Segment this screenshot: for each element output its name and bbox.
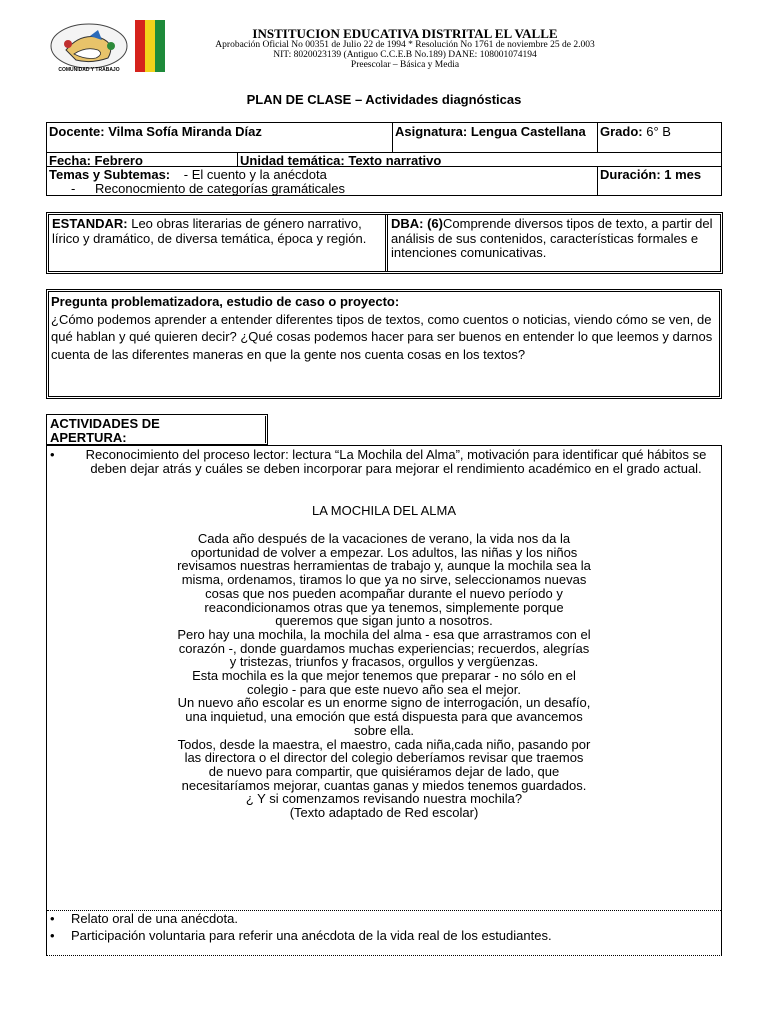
story-line: misma, ordenamos, tiramos lo que ya no sirve, seleccionamos nuevas <box>181 572 587 588</box>
dba-text: Comprende diversos tipos de texto, a partir del análisis de sus contenidos, características formales e intenciones comunicativas. <box>391 216 713 260</box>
story-title: LA MOCHILA DEL ALMA <box>311 503 457 518</box>
levels-line: Preescolar – Básica y Media <box>350 60 460 70</box>
activities-box <box>46 445 722 956</box>
question-content <box>49 292 719 364</box>
activity-bullet-2 <box>47 912 721 926</box>
approval-line: Aprobación Oficial No 00351 de Julio 22 de 1994 * Resolución No 1761 de noviembre 25 de 2.003 <box>215 40 595 50</box>
estandar-cell <box>50 216 384 247</box>
question-text: ¿Cómo podemos aprender a entender diferentes tipos de textos, como cuentos o noticias, viendo cómo se ven, de qué hablan y qué quieren decir? ¿Qué cosas podemos hacer para ser buenos en entender lo que leemos y darnos cuenta de las diferentes maneras en que la gente nos cuenta cosas en los textos? <box>51 311 713 362</box>
grado-label: Grado: <box>600 124 643 139</box>
story-line: Cada año después de la vacaciones de verano, la vida nos da la <box>197 531 571 546</box>
bullet-dot: • <box>50 911 55 926</box>
story-body <box>47 532 721 820</box>
flag-stripe-green <box>155 20 165 72</box>
temas-cell <box>47 167 597 197</box>
flag-stripe-yellow <box>145 20 155 72</box>
estandar-label: ESTANDAR: <box>52 216 128 231</box>
logo-motto: COMUNIDAD Y TRABAJO <box>58 67 120 73</box>
tema-item-2: - Reconocmiento de categorías gramáticales <box>71 181 346 196</box>
activity-bullet-1-text: Reconocimiento del proceso lector: lectura “La Mochila del Alma”, motivación para identificar qué hábitos se deben dejar atrás y cuáles se deben incorporar para mejorar el rendimiento académico en el grado actual. <box>85 447 707 476</box>
asignatura-label: Asignatura: <box>395 124 468 139</box>
docente-value: Vilma Sofía Miranda Díaz <box>108 124 262 139</box>
temas-label: Temas y Subtemas: <box>49 167 171 182</box>
story-line: oportunidad de volver a empezar. Los adultos, las niñas y los niños <box>190 544 578 560</box>
story-line: sobre ella. <box>354 722 414 738</box>
story-line: una inquietud, una emoción que está dispuesta para que avancemos <box>185 709 583 725</box>
colombia-flag <box>135 20 165 72</box>
story-line: reacondicionamos otras que ya tenemos, simplemente porque <box>204 599 564 615</box>
grado-cell <box>598 124 721 140</box>
bullet-dot: • <box>50 447 55 462</box>
plan-title: PLAN DE CLASE – Actividades diagnósticas <box>246 92 522 107</box>
estandar-text: Leo obras literarias de género narrativo, lírico y dramático, de diversa temática, época y región. <box>52 216 367 246</box>
nit-line: NIT: 8020023139 (Antiguo C.C.E.B No.189) DANE: 108001074194 <box>273 50 537 60</box>
story-line: (Texto adaptado de Red escolar) <box>289 805 479 821</box>
story-line: Esta mochila es la que mejor tenemos que preparar - no sólo en el <box>192 668 576 684</box>
story-line: Un nuevo año escolar es un enorme signo de interrogación, un desafío, <box>177 695 591 711</box>
duracion-cell <box>598 167 721 183</box>
story-line: colegio - para que este nuevo año sea el mejor. <box>247 681 521 697</box>
activities-label-line1: ACTIVIDADES DE <box>50 416 160 431</box>
activity-bullet-3-text: Participación voluntaria para referir una anécdota de la vida real de los estudiantes. <box>71 928 552 943</box>
docente-cell <box>47 124 392 140</box>
story-line: revisamos nuestras herramientas de trabajo y, aunque la mochila sea la <box>177 558 591 574</box>
docente-label: Docente: <box>49 124 105 139</box>
dba-label: DBA: (6) <box>391 216 443 231</box>
tema-item-2-text: Reconocmiento de categorías gramáticales <box>95 181 346 196</box>
info-table <box>46 122 722 196</box>
standards-table <box>46 212 723 274</box>
duracion-label: Duración: 1 mes <box>600 167 702 182</box>
unidad-value: Texto narrativo <box>348 153 442 168</box>
activity-bullet-1 <box>47 448 721 476</box>
question-label: Pregunta problematizadora, estudio de caso o proyecto: <box>51 294 400 309</box>
story-line: las directora o el director del colegio deberíamos revisar que traemos <box>184 750 584 766</box>
asignatura-value: Lengua Castellana <box>470 124 586 139</box>
institution-name: INSTITUCION EDUCATIVA DISTRITAL EL VALLE <box>252 26 558 41</box>
story-line: cosas que nos pueden acompañar durante el nuevo período y <box>205 585 563 601</box>
standards-divider <box>385 215 388 271</box>
dba-cell <box>389 216 719 262</box>
fecha-value: Febrero <box>94 153 143 168</box>
story-line: y tristezas, triunfos y fracasos, orgullos y vergüenzas. <box>229 654 539 670</box>
activity-bullet-3 <box>47 929 721 943</box>
school-logo <box>46 20 132 76</box>
asignatura-cell <box>393 124 597 140</box>
activities-label-line2: APERTURA: <box>50 430 127 445</box>
bullet-dot: • <box>50 928 55 943</box>
activity-bullet-2-text: Relato oral de una anécdota. <box>71 911 238 926</box>
activities-label <box>48 416 266 446</box>
fecha-label: Fecha: <box>49 153 91 168</box>
question-box <box>46 289 722 399</box>
story-line: de nuevo para compartir, que quisiéramos dejar de lado, que <box>208 763 560 779</box>
grado-value: 6° B <box>646 124 671 139</box>
story-line: queremos que sigan junto a nosotros. <box>275 613 493 629</box>
story-line: Pero hay una mochila, la mochila del alma - esa que arrastramos con el <box>177 626 591 642</box>
story-line: corazón -, donde guardamos muchas experiencias; recuerdos, alegrías <box>178 640 590 656</box>
flag-stripe-red <box>135 20 145 72</box>
unidad-label: Unidad temática: <box>240 153 345 168</box>
story-line: necesitaríamos mejorar, cuantas ganas y miedos tenemos guardados. <box>181 777 587 793</box>
story-line: Todos, desde la maestra, el maestro, cada niña,cada niño, pasando por <box>177 736 591 752</box>
story-line: ¿ Y si comenzamos revisando nuestra mochila? <box>245 791 523 807</box>
tema-item-1: - El cuento y la anécdota <box>183 167 327 182</box>
activities-label-box <box>46 414 268 445</box>
